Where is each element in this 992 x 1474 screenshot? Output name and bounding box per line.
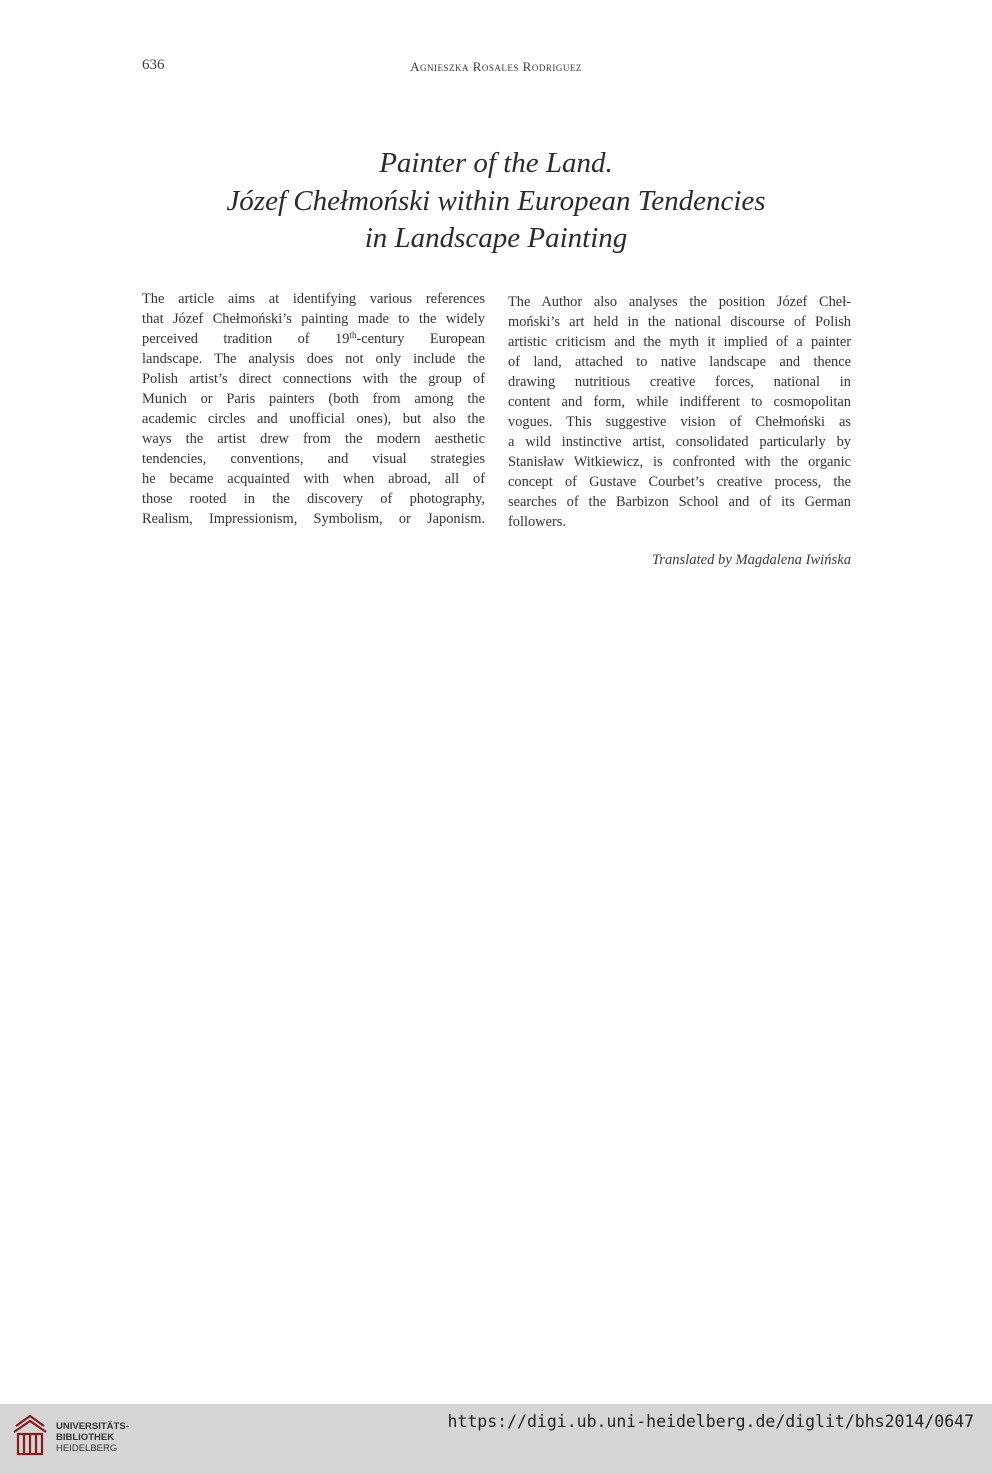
text-line: artistic criticism and the myth it implied of a painter bbox=[508, 334, 851, 350]
text-line: The Author also analyses the position Józef Cheł- bbox=[508, 294, 851, 310]
text-line: a wild instinctive artist, consolidated particularly by bbox=[508, 434, 851, 450]
text-line: ways the artist drew from the modern aesthetic bbox=[142, 431, 485, 447]
text-fragment: -century European bbox=[356, 331, 485, 347]
text-line: followers. bbox=[508, 514, 566, 530]
text-line: landscape. The analysis does not only include the bbox=[142, 351, 485, 367]
text-line: Polish artist’s direct connections with the group of bbox=[142, 371, 485, 387]
abstract-right-column bbox=[508, 292, 851, 532]
text-line: those rooted in the discovery of photography, bbox=[142, 491, 485, 507]
text-line: Munich or Paris painters (both from among the bbox=[142, 391, 485, 407]
text-line: drawing nutritious creative forces, national in bbox=[508, 374, 851, 390]
title-line: Painter of the Land. bbox=[379, 147, 613, 179]
library-name-line: BIBLIOTHEK bbox=[56, 1432, 115, 1443]
text-line bbox=[142, 329, 485, 349]
abstract-left-column bbox=[142, 289, 485, 529]
text-line: Realism, Impressionism, Symbolism, or Japonism. bbox=[142, 511, 485, 527]
text-line: academic circles and unofficial ones), but also the bbox=[142, 411, 485, 427]
text-line: searches of the Barbizon School and of its German bbox=[508, 494, 851, 510]
text-line: that Józef Chełmoński’s painting made to the widely bbox=[142, 311, 485, 327]
text-fragment: perceived tradition of 19 bbox=[142, 331, 350, 347]
text-line: he became acquainted with when abroad, all of bbox=[142, 471, 485, 487]
library-name bbox=[56, 1421, 129, 1454]
superscript: th bbox=[349, 330, 357, 340]
text-line: The article aims at identifying various references bbox=[142, 291, 485, 307]
text-line: moński’s art held in the national discourse of Polish bbox=[508, 314, 851, 330]
library-name-line: UNIVERSITÄTS- bbox=[56, 1421, 129, 1432]
source-url[interactable]: https://digi.ub.uni-heidelberg.de/diglit/bhs2014/0647 bbox=[447, 1412, 974, 1431]
text-line: concept of Gustave Courbet’s creative process, the bbox=[508, 474, 851, 490]
text-line: tendencies, conventions, and visual strategies bbox=[142, 451, 485, 467]
library-name-line: HEIDELBERG bbox=[56, 1443, 118, 1454]
library-logo-icon bbox=[10, 1412, 50, 1458]
title-line: Józef Chełmoński within European Tendencies bbox=[226, 184, 766, 217]
translator-credit: Translated by Magdalena Iwińska bbox=[651, 552, 851, 568]
title-line: in Landscape Painting bbox=[364, 222, 628, 254]
text-line: of land, attached to native landscape and thence bbox=[508, 354, 851, 370]
running-head: Agnieszka Rosales Rodriguez bbox=[410, 59, 582, 74]
page-number: 636 bbox=[142, 57, 165, 73]
text-line: vogues. This suggestive vision of Chełmoński as bbox=[508, 414, 851, 430]
text-line: content and form, while indifferent to cosmopolitan bbox=[508, 394, 851, 410]
article-title bbox=[0, 145, 992, 258]
text-line: Stanisław Witkiewicz, is confronted with the organic bbox=[508, 454, 851, 470]
